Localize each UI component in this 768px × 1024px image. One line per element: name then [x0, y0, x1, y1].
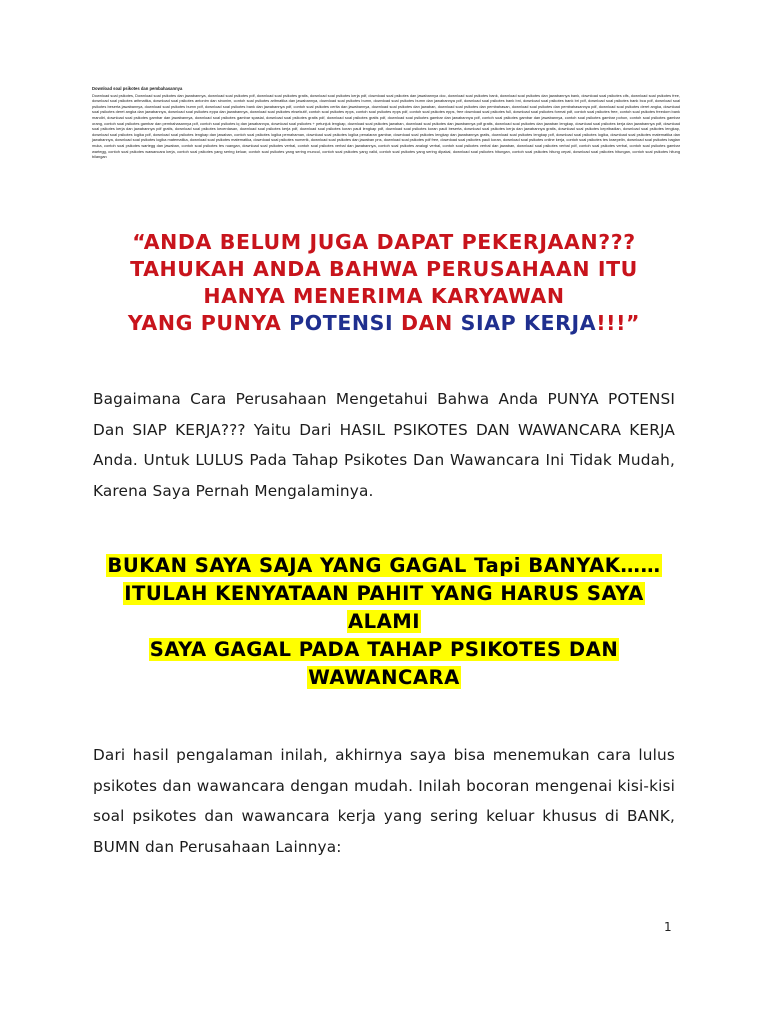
highlight-block — [60, 552, 708, 692]
headline-segment-potensi: POTENSI — [289, 311, 394, 335]
headline-segment-exclaim: !!!” — [596, 311, 641, 335]
headline-line-2: TAHUKAH ANDA BAHWA PERUSAHAAN ITU — [130, 257, 638, 281]
highlight-text-2: ITULAH KENYATAAN PAHIT YANG HARUS SAYA — [124, 582, 644, 605]
headline-line-4 — [60, 310, 708, 337]
headline-segment-yang-punya: YANG PUNYA — [127, 311, 290, 335]
bocoran-paragraph: Dari hasil pengalaman inilah, akhirnya saya bisa menemukan cara lulus psikotes dan wawancara dengan mudah. Inilah bocoran mengenai kisi-kisi soal psikotes dan wawancara kerja yang sering keluar khusus di BANK, BUMN dan Perusahaan Lainnya: — [93, 746, 675, 856]
headline — [60, 229, 708, 337]
highlight-line-3 — [60, 608, 708, 636]
highlight-line-2 — [60, 580, 708, 608]
highlight-text-5: WAWANCARA — [308, 666, 460, 689]
headline-line-1: “ANDA BELUM JUGA DAPAT PEKERJAAN??? — [132, 230, 636, 254]
headline-line-3: HANYA MENERIMA KARYAWAN — [203, 284, 565, 308]
keyword-block — [92, 86, 680, 160]
headline-segment-siap-kerja: SIAP KERJA — [460, 311, 597, 335]
highlight-text-4: SAYA GAGAL PADA TAHAP PSIKOTES DAN — [149, 638, 619, 661]
intro-paragraph: Bagaimana Cara Perusahaan Mengetahui Bahwa Anda PUNYA POTENSI Dan SIAP KERJA??? Yaitu Dari HASIL PSIKOTES DAN WAWANCARA KERJA Anda. Untuk LULUS Pada Tahap Psikotes Dan Wawancara Ini Tidak Mudah, Karena Saya Pernah Mengalaminya. — [93, 390, 675, 500]
keyword-block-text: Download soal psikotes, Download soal psikotes dan jawabannya, download soal psikotes pdf, download soal psikotes gratis, download soal psikotes kerja pdf, download soal psikotes dan jawabannya doc, download soal psikotes bank, download soal psikotes dan jawabannya bank, download soal psikotes cifs, download soal psikotes free, download soal psikotes aritmatika, download soal psikotes antonim dan sinonim, contoh soal psikotes aritmatika dan jawabannya, download soal psikotes bumn, download soal psikotes bumn dan jawabannya pdf, download soal psikotes bank bni, download soal psikotes bank bri pdf, download soal psikotes bank bca pdf, download soal psikotes beserta jawabannya, download soal psikotes bumn pdf, download soal psikotes bank dan jawabannya pdf, contoh soal psikotes cerita dan jawabannya, download soal psikotes dan jawaban, download soal psikotes dan pembahasan, download soal psikotes dan pembahasannya pdf, download soal psikotes deret angka, download soal psikotes deret angka dan jawabannya, download soal psikotes eppa dan jawabannya, download soal psikotes eksekutif, contoh soal psikotes epps, contoh soal psikotes epps pdf, contoh soal psikotes epps, free download soal psikotes full, download soal psikotes format pdf, contoh soal psikotes free, contoh soal psikotes freedom bank mandiri, download soal psikotes gambar dan jawabannya, download soal psikotes gambar spasial, download soal psikotes gratis pdf, download soal psikotes gratis pdf, download soal psikotes gambar dan jawabannya pdf, contoh soal psikotes gambar dan jawabannya, contoh soal psikotes gambar pohon, contoh soal psikotes gambar orang, contoh soal psikotes gambar dan pembahasannya pdf, contoh soal psikotes iq dan jawabannya, download soal psikotes + petunjuk lengkap, download soal psikotes jawaban, download soal psikotes dan jawabannya pdf gratis, download soal psikotes dan jawaban lengkap, download soal psikotes kerja dan jawabannya pdf, download soal psikotes kerja dan jawabannya pdf gratis, download soal psikotes kecerdasan, download soal psikotes kerja pdf, download soal psikotes koran pauli lengkap pdf, download soal psikotes koran pauli beserta, download soal psikotes kerja dan jawabannya gratis, download soal psikotes kepribadian, download soal psikotes lengkap, download soal psikotes logika pdf, download soal psikotes lengkap dan jawaban, contoh soal psikotes logika pemahaman, download soal psikotes logika penalaran gambar, download soal psikotes lengkap dan jawabannya gratis, download soal psikotes lengkap pdf, download soal psikotes logika, download soal psikotes matematika dan jawabannya, download soal psikotes logika matematika, download soal psikotes matematika, download soal psikotes numerik, download soal psikotes dan jawaban pns, download soal psikotes pdf free, download soal psikotes pauli koran, download soal psikotes online kerja, contoh soal psikotes tes kraepelin, download soal psikotes bagian muka, contoh soal psikotes wartegg dan jawaban, contoh soal psikotes tes ruangan, download soal psikotes verbal, contoh soal psikotes verbal dan jawabannya, contoh soal psikotes analogi verbal, contoh soal psikotes verbal dan jawaban, download soal psikotes verbal pdf, contoh soal psikotes verbal, contoh soal psikotes gambar wartegg, contoh soal psikotes wawancara kerja, contoh soal psikotes yang sering keluar, contoh soal psikotes yang sering muncul, contoh soal psikotes yang valid, contoh soal psikotes yang sering dipakai, download soal psikotes hitungan, contoh soal psikotes hitung cepat, download soal psikotes hitungan, contoh soal psikotes hitung bilangan — [92, 92, 680, 160]
highlight-text-1: BUKAN SAYA SAJA YANG GAGAL Tapi BANYAK…… — [107, 554, 661, 577]
highlight-text-3: ALAMI — [347, 610, 421, 633]
keyword-block-title: Download soal psikotes dan pembahasannya — [92, 86, 183, 91]
highlight-line-5 — [60, 664, 708, 692]
highlight-line-1 — [60, 552, 708, 580]
page-number: 1 — [664, 920, 672, 934]
highlight-line-4 — [60, 636, 708, 664]
headline-segment-dan: DAN — [393, 311, 461, 335]
